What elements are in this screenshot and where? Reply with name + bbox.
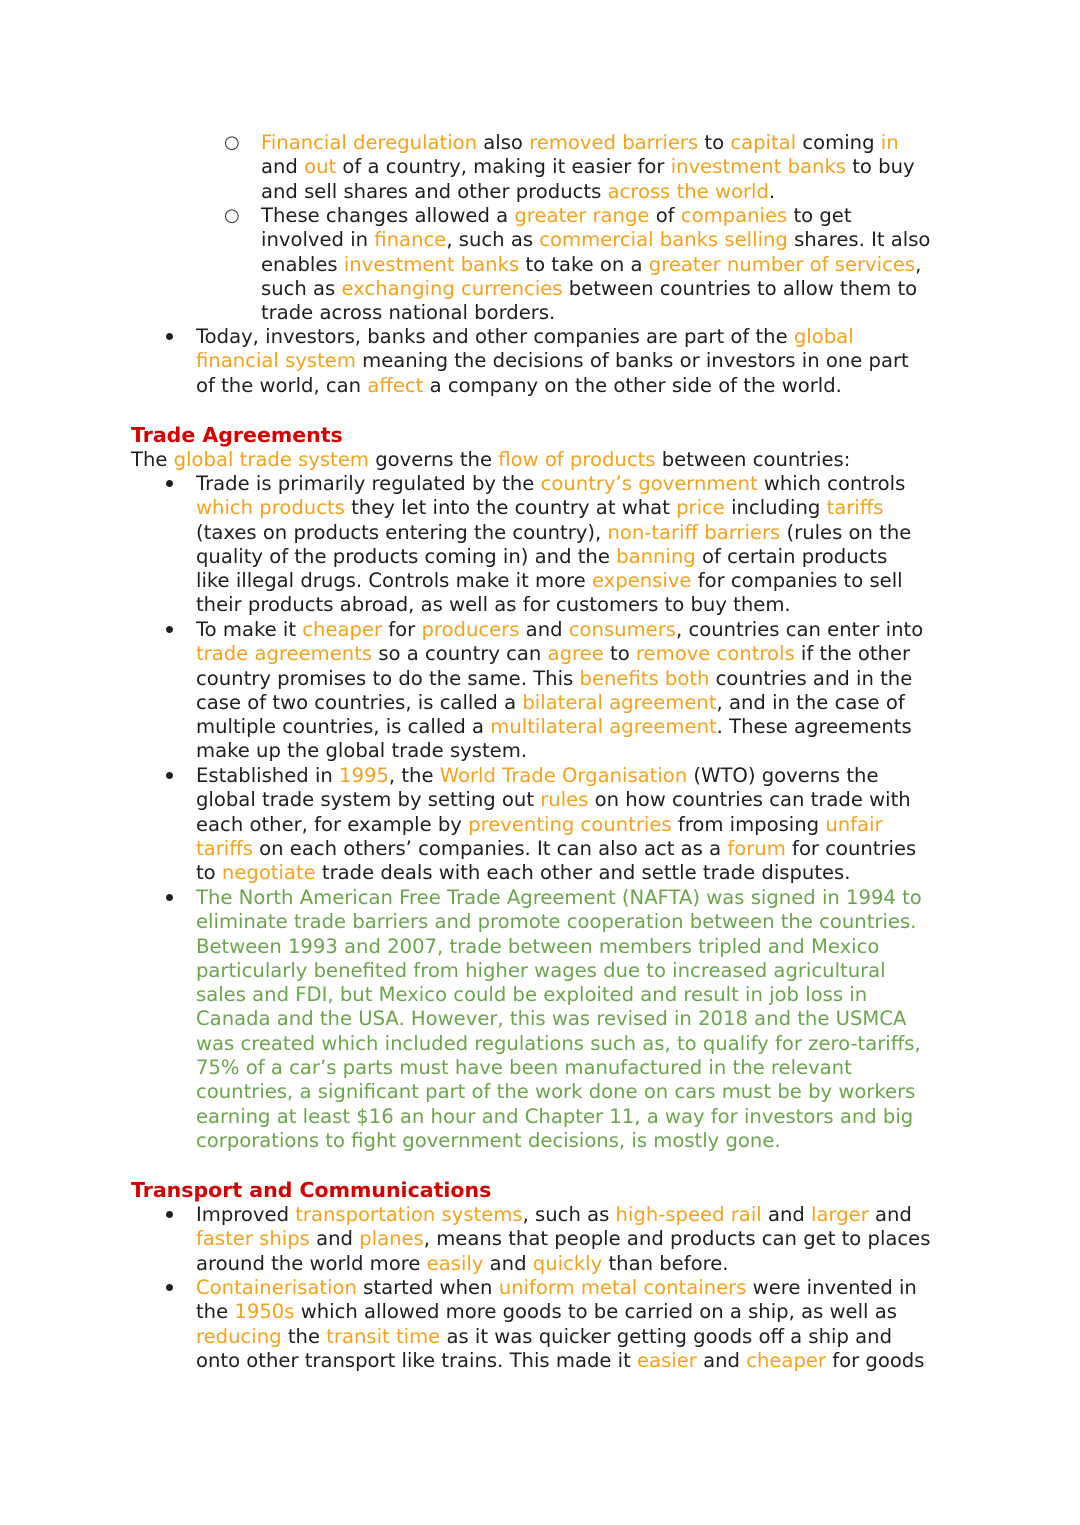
text-segment: such as (261, 276, 342, 300)
text-line (196, 1203, 956, 1227)
example-text: sales and FDI, but Mexico could be exploited and result in job loss in (196, 983, 868, 1007)
keyword: tariffs (826, 496, 884, 520)
text-segment: Established in (196, 764, 340, 787)
bullet-global-financial-system (196, 325, 956, 398)
sub-bullet-marker: ○ (224, 132, 240, 153)
text-line (196, 1080, 956, 1104)
text-line (261, 155, 961, 179)
keyword: banning (616, 544, 696, 568)
text-segment: to take on a (519, 252, 649, 276)
text-line (261, 228, 961, 252)
text-segment: Today, investors, banks and other companies are part of the (196, 325, 794, 348)
text-segment: shares. It also (787, 228, 931, 252)
keyword: consumers (568, 618, 676, 641)
keyword: uniform metal containers (498, 1276, 747, 1299)
text-segment: on each others’ companies. It can also act as a (252, 836, 728, 860)
text-segment: Improved (196, 1203, 296, 1226)
keyword: tariffs (196, 836, 253, 860)
text-segment: a company on the other side of the world. (423, 373, 842, 397)
keyword: non-tariff barriers (607, 520, 781, 544)
text-segment: of certain products (695, 544, 888, 568)
bullet-marker (163, 1203, 175, 1215)
keyword: preventing countries (468, 812, 672, 836)
bullet-nafta-example (196, 886, 956, 1153)
text-line (196, 813, 956, 837)
text-segment: to (196, 861, 222, 885)
example-text: earning at least $16 an hour and Chapter 11, a way for investors and big (196, 1104, 914, 1128)
trade-intro (131, 448, 951, 472)
keyword: unfair (825, 812, 883, 836)
bullet-marker (163, 1276, 175, 1288)
text-segment: for companies to sell (691, 569, 903, 593)
section-heading-trade: Trade Agreements (131, 423, 343, 447)
keyword: investment banks (343, 252, 520, 276)
text-segment: . (768, 179, 776, 203)
keyword: 1995 (339, 764, 389, 787)
text-segment: , (915, 252, 922, 276)
text-line (261, 180, 961, 204)
text-segment: multiple countries, is called a (196, 715, 491, 739)
text-line (196, 569, 956, 593)
text-segment: To make it (196, 618, 303, 641)
text-line (196, 1105, 956, 1129)
text-segment: between countries: (655, 448, 851, 471)
keyword: Financial deregulation (261, 131, 478, 154)
text-segment: for countries (785, 836, 917, 860)
example-text: corporations to fight government decisions, is mostly gone. (196, 1128, 781, 1152)
text-segment: including (724, 496, 827, 520)
text-line (196, 788, 956, 812)
text-segment: like illegal drugs. Controls make it more (196, 569, 592, 593)
sub-bullet-marker: ○ (224, 205, 240, 226)
keyword: easily (426, 1251, 484, 1275)
text-segment: to (603, 642, 636, 666)
keyword: transit time (326, 1324, 441, 1348)
keyword: benefits both (579, 666, 710, 690)
text-segment: to buy (846, 155, 915, 179)
text-line (196, 715, 956, 739)
keyword: multilateral agreement (490, 715, 717, 739)
keyword: companies (680, 204, 788, 227)
text-segment: and (868, 1203, 912, 1226)
keyword: removed barriers (529, 131, 699, 154)
bullet-marker (163, 618, 175, 630)
text-segment: coming (796, 131, 881, 154)
keyword: 1950s (234, 1300, 295, 1324)
text-segment: so a country can (372, 642, 548, 666)
text-segment: for goods (826, 1348, 925, 1372)
text-segment: countries and in the (709, 666, 913, 690)
text-segment: to get (787, 204, 852, 227)
text-line (196, 642, 956, 666)
text-segment: and (261, 155, 305, 179)
keyword: high-speed rail (615, 1203, 762, 1226)
text-segment: Trade is primarily regulated by the (196, 472, 541, 495)
keyword: forum (727, 836, 786, 860)
text-segment: quality of the products coming in) and the (196, 544, 617, 568)
keyword: cheaper (302, 618, 383, 641)
keyword: expensive (591, 569, 692, 593)
keyword: remove controls (635, 642, 795, 666)
text-segment: and (761, 1203, 812, 1226)
text-line (196, 1056, 956, 1080)
text-segment: between countries to allow them to (562, 276, 918, 300)
text-segment: started when (356, 1276, 499, 1299)
text-segment: . These agreements (716, 715, 912, 739)
text-segment: the (196, 1300, 235, 1324)
keyword: faster ships (196, 1227, 310, 1251)
text-line (196, 1276, 956, 1300)
text-segment: their products abroad, as well as for customers to buy them. (196, 593, 791, 617)
text-segment: These changes allowed a (261, 204, 515, 227)
keyword: global (793, 325, 854, 348)
keyword: cheaper (746, 1348, 826, 1372)
text-segment: which allowed more goods to be carried on a ship, as well as (294, 1300, 897, 1324)
keyword: affect (367, 373, 424, 397)
keyword: in (880, 131, 899, 154)
text-line (196, 349, 956, 373)
keyword: greater range (514, 204, 650, 227)
text-segment: make up the global trade system. (196, 739, 528, 763)
text-line (196, 618, 956, 642)
text-segment: which controls (757, 472, 906, 495)
bullet-marker (163, 764, 175, 776)
text-segment: country promises to do the same. This (196, 666, 580, 690)
text-line (196, 1325, 956, 1349)
keyword: out (304, 155, 337, 179)
text-line (261, 253, 961, 277)
bullet-marker (163, 886, 175, 898)
keyword: which products (196, 496, 345, 520)
text-line (196, 935, 956, 959)
text-segment: and (483, 1251, 533, 1275)
keyword: investment banks (670, 155, 846, 179)
example-text: 75% of a car’s parts must have been manufactured in the relevant (196, 1056, 852, 1080)
example-text: was created which included regulations such as, to qualify for zero-tariffs, (196, 1031, 921, 1055)
keyword: easier (637, 1348, 697, 1372)
text-segment: (rules on the (780, 520, 912, 544)
keyword: flow of products (498, 448, 656, 471)
text-segment: governs the (368, 448, 499, 471)
text-segment: around the world more (196, 1251, 427, 1275)
keyword: Containerisation (196, 1276, 357, 1299)
text-segment: were invented in (746, 1276, 917, 1299)
keyword: larger (811, 1203, 869, 1226)
keyword: planes (359, 1227, 424, 1251)
bullet-trade-regulation (196, 472, 956, 618)
text-segment: of (649, 204, 681, 227)
keyword: rules (540, 788, 589, 812)
text-segment: of a country, making it easier for (336, 155, 671, 179)
example-text: particularly benefited from higher wages due to increased agricultural (196, 958, 886, 982)
text-line (196, 739, 956, 763)
text-line (196, 521, 956, 545)
text-segment: and sell shares and other products (261, 179, 608, 203)
text-line (196, 496, 956, 520)
text-line (196, 1300, 956, 1324)
bullet-trade-agreements (196, 618, 956, 764)
text-line (196, 691, 956, 715)
text-segment: , means that people and products can get to places (423, 1227, 931, 1251)
text-segment: involved in (261, 228, 375, 252)
text-segment: each other, for example by (196, 812, 469, 836)
text-line (261, 204, 961, 228)
bullet-marker (163, 472, 175, 484)
example-text: countries, a significant part of the work done on cars must be by workers (196, 1080, 916, 1104)
text-line (261, 131, 961, 155)
text-line (261, 277, 961, 301)
example-text: The North American Free Trade Agreement (NAFTA) was signed in 1994 to (196, 886, 922, 909)
text-segment: for (382, 618, 422, 641)
keyword: negotiate (221, 861, 316, 885)
text-segment: global trade system by setting out (196, 788, 541, 812)
text-segment: case of two countries, is called a (196, 690, 523, 714)
bullet-marker (163, 325, 175, 337)
keyword: exchanging currencies (341, 276, 563, 300)
text-segment: The (131, 448, 174, 471)
text-segment: the (281, 1324, 327, 1348)
text-segment: , countries can enter into (676, 618, 924, 641)
text-line (196, 325, 956, 349)
text-segment: than before. (602, 1251, 729, 1275)
text-segment: from imposing (671, 812, 826, 836)
bullet-wto (196, 764, 956, 885)
text-segment: and (519, 618, 569, 641)
text-line (196, 861, 956, 885)
keyword: producers (421, 618, 520, 641)
keyword: reducing (196, 1324, 282, 1348)
text-segment: as it was quicker getting goods off a ship and (440, 1324, 893, 1348)
example-text: eliminate trade barriers and promote cooperation between the countries. (196, 910, 917, 934)
keyword: transportation systems (295, 1203, 523, 1226)
text-line (196, 1032, 956, 1056)
text-line (196, 1007, 956, 1031)
text-line (196, 1129, 956, 1153)
keyword: quickly (532, 1251, 603, 1275)
text-segment: on how countries can trade with (588, 788, 911, 812)
keyword: commercial banks selling (539, 228, 788, 252)
keyword: finance (374, 228, 447, 252)
text-line (196, 837, 956, 861)
keyword: price (676, 496, 725, 520)
text-segment: and (696, 1348, 747, 1372)
text-segment: of the world, can (196, 373, 368, 397)
text-line (196, 374, 956, 398)
keyword: greater number of services (648, 252, 916, 276)
text-line (196, 959, 956, 983)
text-line (196, 545, 956, 569)
keyword: trade agreements (196, 642, 373, 666)
text-segment: onto other transport like trains. This made it (196, 1348, 638, 1372)
example-text: Between 1993 and 2007, trade between members tripled and Mexico (196, 934, 880, 958)
text-line (196, 983, 956, 1007)
text-segment: , such as (522, 1203, 616, 1226)
keyword: capital (730, 131, 797, 154)
text-line (196, 472, 956, 496)
text-segment: trade across national borders. (261, 301, 556, 325)
keyword: country’s government (540, 472, 758, 495)
text-line (196, 1252, 956, 1276)
text-line (196, 1227, 956, 1251)
keyword: global trade system (173, 448, 369, 471)
bullet-containerisation (196, 1276, 956, 1373)
keyword: across the world (607, 179, 769, 203)
text-segment: trade deals with each other and settle trade disputes. (315, 861, 851, 885)
keyword: World Trade Organisation (439, 764, 688, 787)
sub-bullet-deregulation (261, 131, 961, 204)
text-segment: , the (388, 764, 440, 787)
text-segment: (WTO) governs the (687, 764, 879, 787)
section-heading-transport: Transport and Communications (131, 1178, 492, 1202)
text-line (196, 886, 956, 910)
text-line (196, 1349, 956, 1373)
keyword: financial system (196, 349, 356, 373)
sub-bullet-changes (261, 204, 961, 325)
text-segment: to (698, 131, 731, 154)
keyword: agree (547, 642, 604, 666)
text-line (261, 301, 961, 325)
keyword: bilateral agreement (522, 690, 717, 714)
text-segment: also (477, 131, 530, 154)
text-line (131, 448, 951, 472)
text-segment: , and in the case of (716, 690, 905, 714)
text-segment: meaning the decisions of banks or investors in one part (355, 349, 909, 373)
text-segment: and (309, 1227, 360, 1251)
text-line (196, 764, 956, 788)
bullet-transport-systems (196, 1203, 956, 1276)
text-line (196, 910, 956, 934)
text-line (196, 667, 956, 691)
text-segment: they let into the country at what (344, 496, 677, 520)
example-text: Canada and the USA. However, this was revised in 2018 and the USMCA (196, 1007, 907, 1031)
text-segment: , such as (446, 228, 540, 252)
text-segment: (taxes on products entering the country), (196, 520, 608, 544)
text-line (196, 593, 956, 617)
text-segment: if the other (794, 642, 911, 666)
text-segment: enables (261, 252, 344, 276)
